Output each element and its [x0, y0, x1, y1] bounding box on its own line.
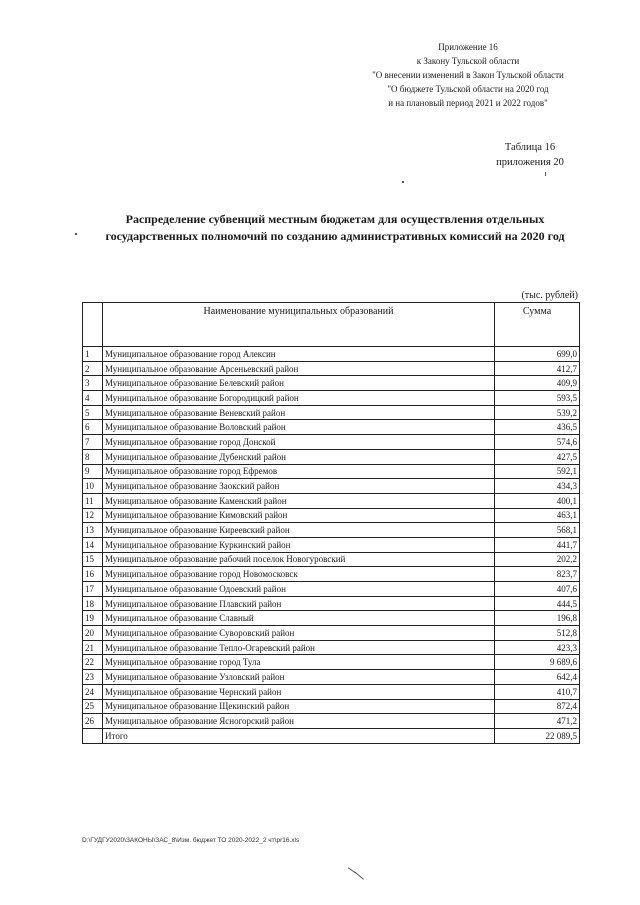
row-number: 22	[83, 655, 103, 670]
row-name: Муниципальное образование Заокский район	[103, 479, 495, 494]
row-number: 3	[83, 376, 103, 391]
row-sum: 423,3	[495, 640, 580, 655]
row-name: Муниципальное образование Узловский район	[103, 670, 495, 685]
row-number: 6	[83, 420, 103, 435]
row-sum: 444,5	[495, 596, 580, 611]
row-number: 8	[83, 449, 103, 464]
row-sum: 196,8	[495, 611, 580, 626]
row-sum: 412,7	[495, 361, 580, 376]
table-row	[83, 699, 580, 714]
row-sum: 410,7	[495, 684, 580, 699]
table-row	[83, 582, 580, 597]
row-number: 13	[83, 523, 103, 538]
table-row	[83, 464, 580, 479]
table-row	[83, 596, 580, 611]
title-line: Распределение субвенций местным бюджетам для осуществления отдельных	[125, 212, 545, 226]
table-row	[83, 684, 580, 699]
row-sum: 592,1	[495, 464, 580, 479]
table-row	[83, 626, 580, 641]
row-name: Муниципальное образование Плавский район	[103, 596, 495, 611]
row-name: Муниципальное образование Белевский район	[103, 376, 495, 391]
table-row	[83, 376, 580, 391]
table-row	[83, 479, 580, 494]
row-name: Муниципальное образование город Алексин	[103, 347, 495, 362]
row-name: Муниципальное образование Тепло-Огаревский район	[103, 640, 495, 655]
total-label: Итого	[103, 728, 495, 743]
table-row	[83, 391, 580, 406]
row-sum: 539,2	[495, 405, 580, 420]
row-number: 25	[83, 699, 103, 714]
table-row	[83, 405, 580, 420]
table-row	[83, 449, 580, 464]
row-sum: 427,5	[495, 449, 580, 464]
header-name: Наименование муниципальных образований	[103, 303, 495, 347]
table-reference	[480, 140, 580, 170]
row-name: Муниципальное образование Киреевский район	[103, 523, 495, 538]
row-sum: 9 689,6	[495, 655, 580, 670]
row-sum: 407,6	[495, 582, 580, 597]
row-name: Муниципальное образование Суворовский район	[103, 626, 495, 641]
table-row	[83, 435, 580, 450]
row-number: 9	[83, 464, 103, 479]
row-sum: 512,8	[495, 626, 580, 641]
table-row	[83, 640, 580, 655]
appendix-line: "О бюджете Тульской области на 2020 год	[387, 84, 549, 94]
row-number: 21	[83, 640, 103, 655]
table-ref-line: приложения 20	[496, 157, 564, 168]
row-number: 11	[83, 493, 103, 508]
table-row	[83, 655, 580, 670]
row-name: Муниципальное образование Богородицкий район	[103, 391, 495, 406]
row-sum: 463,1	[495, 508, 580, 523]
row-sum: 642,4	[495, 670, 580, 685]
total-sum: 22 089,5	[495, 728, 580, 743]
table-row	[83, 552, 580, 567]
row-name: Муниципальное образование Куркинский район	[103, 537, 495, 552]
title-line: государственных полномочий по созданию административных комиссий на 2020 год	[105, 229, 565, 243]
row-name: Муниципальное образование Славный	[103, 611, 495, 626]
row-name: Муниципальное образование город Новомосковск	[103, 567, 495, 582]
row-name: Муниципальное образование Каменский район	[103, 493, 495, 508]
row-number: 10	[83, 479, 103, 494]
table-row	[83, 611, 580, 626]
appendix-header	[348, 40, 588, 110]
file-path-footer: D:\ГУДГУ2020\ЗАКОНЫ\ЗАС_8\Изм. бюджет ТО 2020-2022_2 чт\pr16.xls	[82, 837, 300, 844]
table-header-row	[83, 303, 580, 347]
row-number: 15	[83, 552, 103, 567]
total-row	[83, 728, 580, 743]
row-number: 23	[83, 670, 103, 685]
appendix-line: и на плановый период 2021 и 2022 годов"	[388, 98, 548, 108]
row-sum: 699,0	[495, 347, 580, 362]
scan-speck	[354, 871, 364, 879]
row-number: 17	[83, 582, 103, 597]
row-number: 20	[83, 626, 103, 641]
row-sum: 568,1	[495, 523, 580, 538]
row-sum: 434,3	[495, 479, 580, 494]
scan-speck	[545, 172, 546, 176]
row-sum: 202,2	[495, 552, 580, 567]
row-name: Муниципальное образование город Тула	[103, 655, 495, 670]
total-number	[83, 728, 103, 743]
row-name: Муниципальное образование Дубенский район	[103, 449, 495, 464]
table-row	[83, 567, 580, 582]
table-row	[83, 523, 580, 538]
table-row	[83, 347, 580, 362]
row-name: Муниципальное образование Веневский район	[103, 405, 495, 420]
table-row	[83, 670, 580, 685]
row-number: 5	[83, 405, 103, 420]
scan-speck	[402, 181, 404, 183]
table-row	[83, 493, 580, 508]
row-sum: 400,1	[495, 493, 580, 508]
subsidy-table	[82, 302, 580, 744]
row-name: Муниципальное образование город Донской	[103, 435, 495, 450]
row-name: Муниципальное образование город Ефремов	[103, 464, 495, 479]
row-number: 12	[83, 508, 103, 523]
row-sum: 872,4	[495, 699, 580, 714]
table-row	[83, 537, 580, 552]
row-number: 18	[83, 596, 103, 611]
appendix-line: Приложение 16	[438, 42, 498, 52]
appendix-line: к Закону Тульской области	[416, 56, 520, 66]
table-row	[83, 508, 580, 523]
row-name: Муниципальное образование Одоевский район	[103, 582, 495, 597]
row-number: 7	[83, 435, 103, 450]
row-name: Муниципальное образование Арсеньевский район	[103, 361, 495, 376]
header-sum: Сумма	[495, 303, 580, 347]
row-name: Муниципальное образование Ясногорский район	[103, 714, 495, 729]
row-name: Муниципальное образование Щекинский район	[103, 699, 495, 714]
units-label: (тыс. рублей)	[521, 290, 578, 301]
row-number: 24	[83, 684, 103, 699]
row-number: 2	[83, 361, 103, 376]
appendix-line: "О внесении изменений в Закон Тульской области	[372, 70, 564, 80]
row-sum: 471,2	[495, 714, 580, 729]
scan-speck	[75, 233, 77, 235]
row-sum: 574,6	[495, 435, 580, 450]
row-sum: 823,7	[495, 567, 580, 582]
header-number	[83, 303, 103, 347]
document-title	[60, 211, 610, 245]
row-number: 19	[83, 611, 103, 626]
row-number: 1	[83, 347, 103, 362]
row-name: Муниципальное образование Воловский район	[103, 420, 495, 435]
table-row	[83, 714, 580, 729]
row-sum: 409,9	[495, 376, 580, 391]
row-name: Муниципальное образование Чернский район	[103, 684, 495, 699]
table-row	[83, 361, 580, 376]
row-name: Муниципальное образование Кимовский район	[103, 508, 495, 523]
row-sum: 593,5	[495, 391, 580, 406]
row-number: 26	[83, 714, 103, 729]
row-name: Муниципальное образование рабочий поселок Новогуровский	[103, 552, 495, 567]
row-number: 4	[83, 391, 103, 406]
row-sum: 436,5	[495, 420, 580, 435]
table-ref-line: Таблица 16	[504, 142, 556, 153]
table-row	[83, 420, 580, 435]
row-number: 16	[83, 567, 103, 582]
row-sum: 441,7	[495, 537, 580, 552]
row-number: 14	[83, 537, 103, 552]
